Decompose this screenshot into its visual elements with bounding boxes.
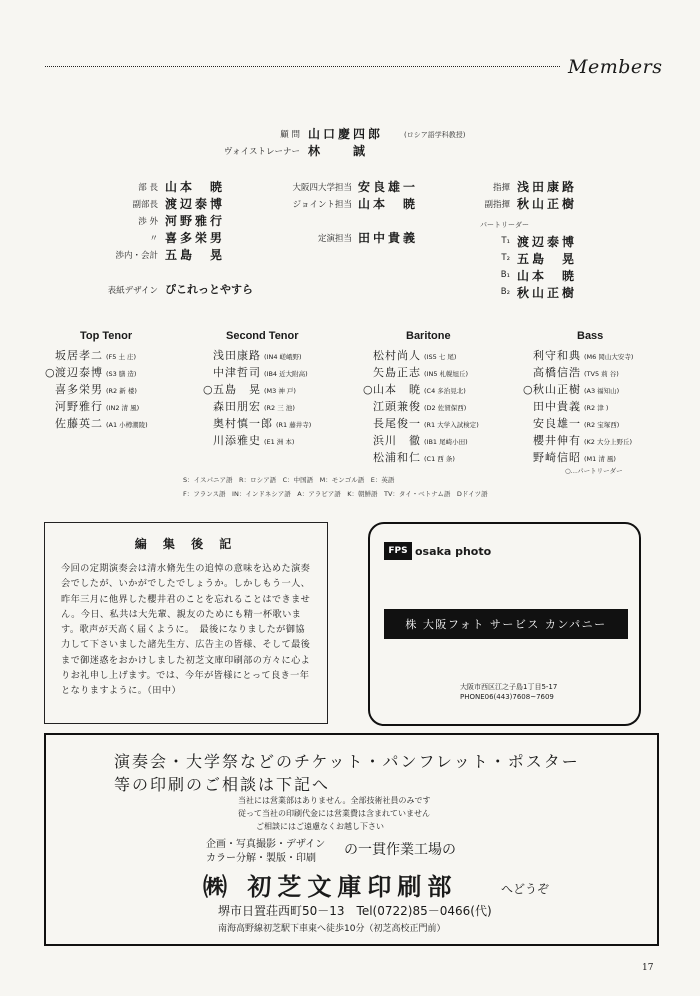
list-item: ○山本 暁 (C4 多治見北): [363, 383, 466, 396]
afterword-title: 編 集 後 記: [134, 537, 238, 551]
list-item: 浜川 徹 (IB1 尾崎小田): [373, 434, 468, 447]
advisor-role: 顧 問: [280, 130, 300, 140]
ad-note: ご相談にはご遠慮なくお越し下さい: [256, 822, 384, 831]
list-item: 松村尚人 (IS5 七 尾): [373, 349, 457, 362]
officer-name: 渡辺泰博: [165, 197, 226, 211]
ad-printing: [44, 733, 659, 946]
section-title: Second Tenor: [226, 330, 299, 342]
officer-name: 安良雄一: [358, 180, 419, 194]
list-item: 安良雄一 (R2 宝塚西): [533, 417, 620, 430]
conductor-role: 副指揮: [484, 200, 510, 210]
list-item: 高橋信浩 (TV5 荊 谷): [533, 366, 619, 379]
partleader-heading: パートリーダー: [480, 221, 529, 229]
officer-name: 山本 暁: [358, 197, 419, 211]
officer-role: 〃: [149, 234, 158, 244]
partleader-part: T₁: [501, 236, 510, 246]
officer-role: 定演担当: [317, 234, 352, 244]
ad-osaka-photo: [368, 522, 641, 726]
list-item: 中津哲司 (IB4 近大附高): [213, 366, 308, 379]
list-item: 松浦和仁 (C1 西 条): [373, 451, 455, 464]
list-item: 櫻井伸有 (K2 大分上野丘): [533, 434, 633, 447]
company-address: [460, 682, 557, 702]
ad-company-name: ㈱ 初芝文庫印刷部: [203, 873, 458, 901]
officer-name: 喜多栄男: [165, 231, 226, 245]
phone-line: PHONE06(443)7608~7609: [460, 693, 554, 701]
page-number: 17: [642, 963, 654, 973]
list-item: 坂居孝二 (F5 土 庄): [55, 349, 137, 362]
section-title: Bass: [577, 330, 604, 342]
list-item: 田中貴義 (R2 津 ): [533, 400, 609, 413]
partleader-name: 渡辺泰博: [517, 235, 578, 249]
partleader-part: B₁: [500, 270, 510, 280]
page-title: Members: [568, 56, 663, 78]
list-item: 河野雅行 (IN2 清 風): [55, 400, 140, 413]
officer-name: 河野雅行: [165, 214, 226, 228]
officer-role: 部 長: [138, 183, 158, 193]
list-item: ○渡辺泰博 (S3 膳 造): [45, 366, 137, 379]
partleader-name: 五島 晃: [517, 252, 578, 266]
officer-name: 山本 暁: [165, 180, 226, 194]
section-list-second-tenor: [203, 347, 363, 449]
officer-role: 渉 外: [138, 217, 158, 227]
list-item: 江頭兼俊 (D2 佐賀保西): [373, 400, 467, 413]
advisor-name: 林 誠: [308, 144, 369, 158]
section-list-bass: [523, 347, 695, 466]
partleader-part: T₂: [501, 253, 510, 263]
list-item: 川添雅史 (E1 洲 本): [213, 434, 295, 447]
ad-note: 当社には営業部はありません。全部技術社員のみです: [238, 796, 431, 805]
partleader-name: 秋山正樹: [517, 286, 578, 300]
officer-name: 田中貴義: [358, 231, 419, 245]
logo-text: osaka photo: [415, 544, 492, 558]
afterword-box: [44, 522, 328, 724]
design-role: 表紙デザイン: [107, 286, 158, 296]
list-item: 喜多栄男 (R2 新 楼): [55, 383, 137, 396]
list-item: 森田朋宏 (R2 三 池): [213, 400, 295, 413]
section-list-top-tenor: [45, 347, 195, 432]
ad-address: 堺市日置荘西町50－13 Tel(0722)85－0466(代): [218, 904, 492, 918]
ad-company-tail: へどうぞ: [501, 882, 550, 896]
company-banner: 株 大阪フォト サービス カンパニー: [384, 609, 628, 639]
list-item: 野崎信昭 (M1 清 風): [533, 451, 616, 464]
ad-service: カラー分解・製版・印刷: [206, 853, 316, 864]
partleader-name: 山本 暁: [517, 269, 578, 283]
language-legend: F：フランス語 IN：インドネシア語 A：アラビア語 K：朝鮮語 TV：タイ・ベトナム語 Dドイツ語: [183, 490, 488, 498]
ad-service-tail: の一貫作業工場の: [344, 842, 456, 858]
address-line: 大阪市西区江之子島1丁目5-17: [460, 683, 558, 691]
section-title: Baritone: [406, 330, 451, 342]
list-item: 矢島正志 (IN5 札幌旭丘): [373, 366, 469, 379]
section-list-baritone: [363, 347, 523, 466]
osaka-photo-logo: [384, 542, 491, 560]
ad-service: 企画・写真撮影・デザイン: [206, 839, 326, 850]
advisor-name: 山口慶四郎: [308, 127, 384, 141]
afterword-body: 今回の定期演奏会は清水脩先生の追悼の意味を込めた演奏会でしたが、いかがでしたでしょうか。しかしもう一人、昨年三月に他界した櫻井君のことを忘れることはできません。今日、私共は大先輩、親友のためにも精一杯歌います。歌声が天高く届くように。 最後になりましたが御協力して下さいました諸先生方、広告主の皆様、そして最後まで御迷惑をおかけしました初芝文庫印刷部の方々に心よりお礼申し上げます。では、今年が皆様にとって良き一年となりますように。（田中）: [61, 563, 311, 697]
officer-role: ジョイント担当: [292, 200, 352, 210]
partleader-legend: ○…パートリーダー: [565, 467, 623, 475]
fps-logo-mark: FPS: [384, 542, 412, 560]
language-legend: S：イスパニア語 R：ロシア語 C：中国語 M：モンゴル語 E：英語: [183, 476, 395, 484]
advisor-role: ヴォイストレーナー: [223, 147, 300, 157]
header-rule: [45, 66, 560, 67]
design-name: ぴこれっとやすら: [165, 283, 253, 296]
list-item: 長尾俊一 (R1 大学入試検定): [373, 417, 479, 430]
advisor-note: (ロシア語学科教授): [404, 131, 466, 139]
list-item: 浅田康路 (IN4 嵯峨野): [213, 349, 302, 362]
officer-role: 大阪四大学担当: [292, 183, 352, 193]
conductor-name: 浅田康路: [517, 180, 578, 194]
partleader-part: B₂: [500, 287, 510, 297]
section-title: Top Tenor: [80, 330, 133, 342]
officer-role: 渉内・会計: [115, 251, 158, 261]
ad-headline: 演奏会・大学祭などのチケット・パンフレット・ポスター: [114, 752, 580, 771]
ad-headline: 等の印刷のご相談は下記へ: [114, 775, 331, 794]
list-item: ○秋山正樹 (A3 福知山): [523, 383, 620, 396]
list-item: 利守和典 (M6 岡山大安寺): [533, 349, 634, 362]
ad-access: 南海高野線初芝駅下車東へ徒歩10分（初芝高校正門前）: [218, 924, 446, 934]
officer-role: 副部長: [132, 200, 158, 210]
conductor-role: 指揮: [492, 183, 510, 193]
ad-note: 従って当社の印刷代金には営業費は含まれていません: [238, 809, 430, 818]
list-item: 佐藤英二 (A1 小樽潮陵): [55, 417, 148, 430]
list-item: ○五島 晃 (M3 神 戸): [203, 383, 296, 396]
conductor-name: 秋山正樹: [517, 197, 578, 211]
officer-name: 五島 晃: [165, 248, 226, 262]
list-item: 奥村慎一郎 (R1 藤井寺): [213, 417, 312, 430]
